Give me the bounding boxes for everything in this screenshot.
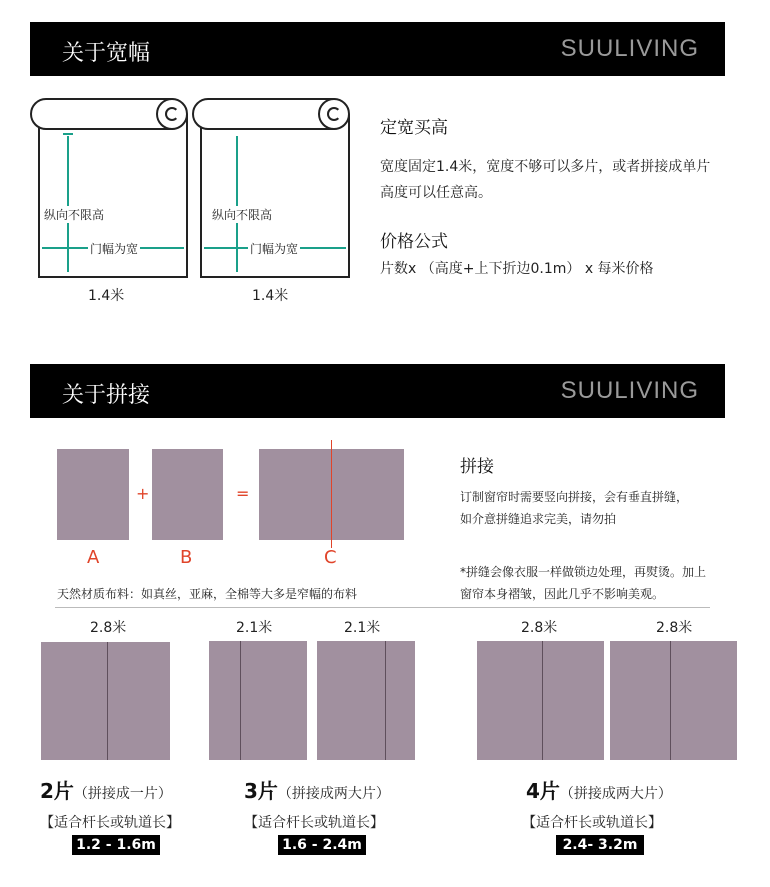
label-c: C xyxy=(324,547,337,568)
panel-width-label: 2.8米 xyxy=(90,620,127,636)
option-description: （拼接成两大片） xyxy=(277,786,390,802)
heading-price-formula: 价格公式 xyxy=(380,232,448,252)
panel-width-label: 2.1米 xyxy=(236,620,273,636)
splice-note-line2: 窗帘本身褶皱，因此几乎不影响美观。 xyxy=(460,587,665,601)
panel-width-label: 2.8米 xyxy=(521,620,558,636)
option-title xyxy=(526,775,672,804)
divider xyxy=(55,607,710,608)
section-banner-width xyxy=(30,22,725,76)
roll-end-icon xyxy=(156,98,188,130)
label-a: A xyxy=(87,547,100,568)
seam-line xyxy=(385,641,386,760)
brand-logo-text: SUULIVING xyxy=(560,35,699,62)
length-range-badge: 1.2 - 1.6m xyxy=(72,835,160,855)
width-description-line2: 高度可以任意高。 xyxy=(380,185,492,201)
panel-width-label: 2.8米 xyxy=(656,620,693,636)
seam-line xyxy=(542,641,543,760)
seam-line xyxy=(331,440,332,548)
piece-count: 4片 xyxy=(526,779,560,803)
section-title: 关于拼接 xyxy=(62,383,151,408)
width-description-line1: 宽度固定1.4米，宽度不够可以多片，或者拼接成单片 xyxy=(380,159,711,175)
plus-sign: + xyxy=(136,484,150,503)
length-range-badge: 1.6 - 2.4m xyxy=(278,835,366,855)
fabric-panel xyxy=(317,641,415,760)
option-title xyxy=(244,775,390,804)
fit-label: 【适合杆长或轨道长】 xyxy=(244,815,384,831)
fabric-panel-a xyxy=(57,449,129,540)
splice-description-line1: 订制窗帘时需要竖向拼接，会有垂直拼缝， xyxy=(460,490,689,504)
piece-count: 3片 xyxy=(244,779,278,803)
equals-sign: = xyxy=(236,484,250,503)
horizontal-label: 门幅为宽 xyxy=(90,242,139,256)
panel-width-label: 2.1米 xyxy=(344,620,381,636)
option-description: （拼接成两大片） xyxy=(559,786,672,802)
brand-logo-text: SUULIVING xyxy=(560,377,699,404)
seam-line xyxy=(240,641,241,760)
vertical-label: 纵向不限高 xyxy=(212,208,273,222)
fabric-panel xyxy=(209,641,307,760)
natural-fabric-caption: 天然材质布料：如真丝，亚麻，全棉等大多是窄幅的布料 xyxy=(57,587,358,601)
piece-count: 2片 xyxy=(40,779,74,803)
width-caption: 1.4米 xyxy=(88,288,125,304)
label-b: B xyxy=(180,547,193,568)
splice-note-line1: *拼缝会像衣服一样做锁边处理，再熨烫。加上 xyxy=(460,565,707,579)
heading-fixed-width: 定宽买高 xyxy=(380,118,448,138)
option-title xyxy=(40,775,172,804)
vertical-label: 纵向不限高 xyxy=(44,208,105,222)
fit-label: 【适合杆长或轨道长】 xyxy=(40,815,180,831)
length-range-badge: 2.4- 3.2m xyxy=(556,835,644,855)
section-banner-splice xyxy=(30,364,725,418)
fabric-panel-b xyxy=(152,449,223,540)
roll-end-icon xyxy=(318,98,350,130)
heading-splice: 拼接 xyxy=(460,457,494,477)
seam-line xyxy=(670,641,671,760)
splice-description-line2: 如介意拼缝追求完美，请勿拍 xyxy=(460,512,617,526)
vertical-arrow xyxy=(236,136,238,272)
price-formula: 片数x （高度+上下折边0.1m） x 每米价格 xyxy=(380,261,654,277)
fabric-panel xyxy=(41,642,170,760)
section-title: 关于宽幅 xyxy=(62,41,151,66)
seam-line xyxy=(107,642,108,760)
vertical-arrow xyxy=(67,136,69,272)
fabric-panel xyxy=(610,641,737,760)
fabric-panel xyxy=(477,641,604,760)
width-caption: 1.4米 xyxy=(252,288,289,304)
option-description: （拼接成一片） xyxy=(73,786,172,802)
horizontal-label: 门幅为宽 xyxy=(250,242,299,256)
fit-label: 【适合杆长或轨道长】 xyxy=(522,815,662,831)
